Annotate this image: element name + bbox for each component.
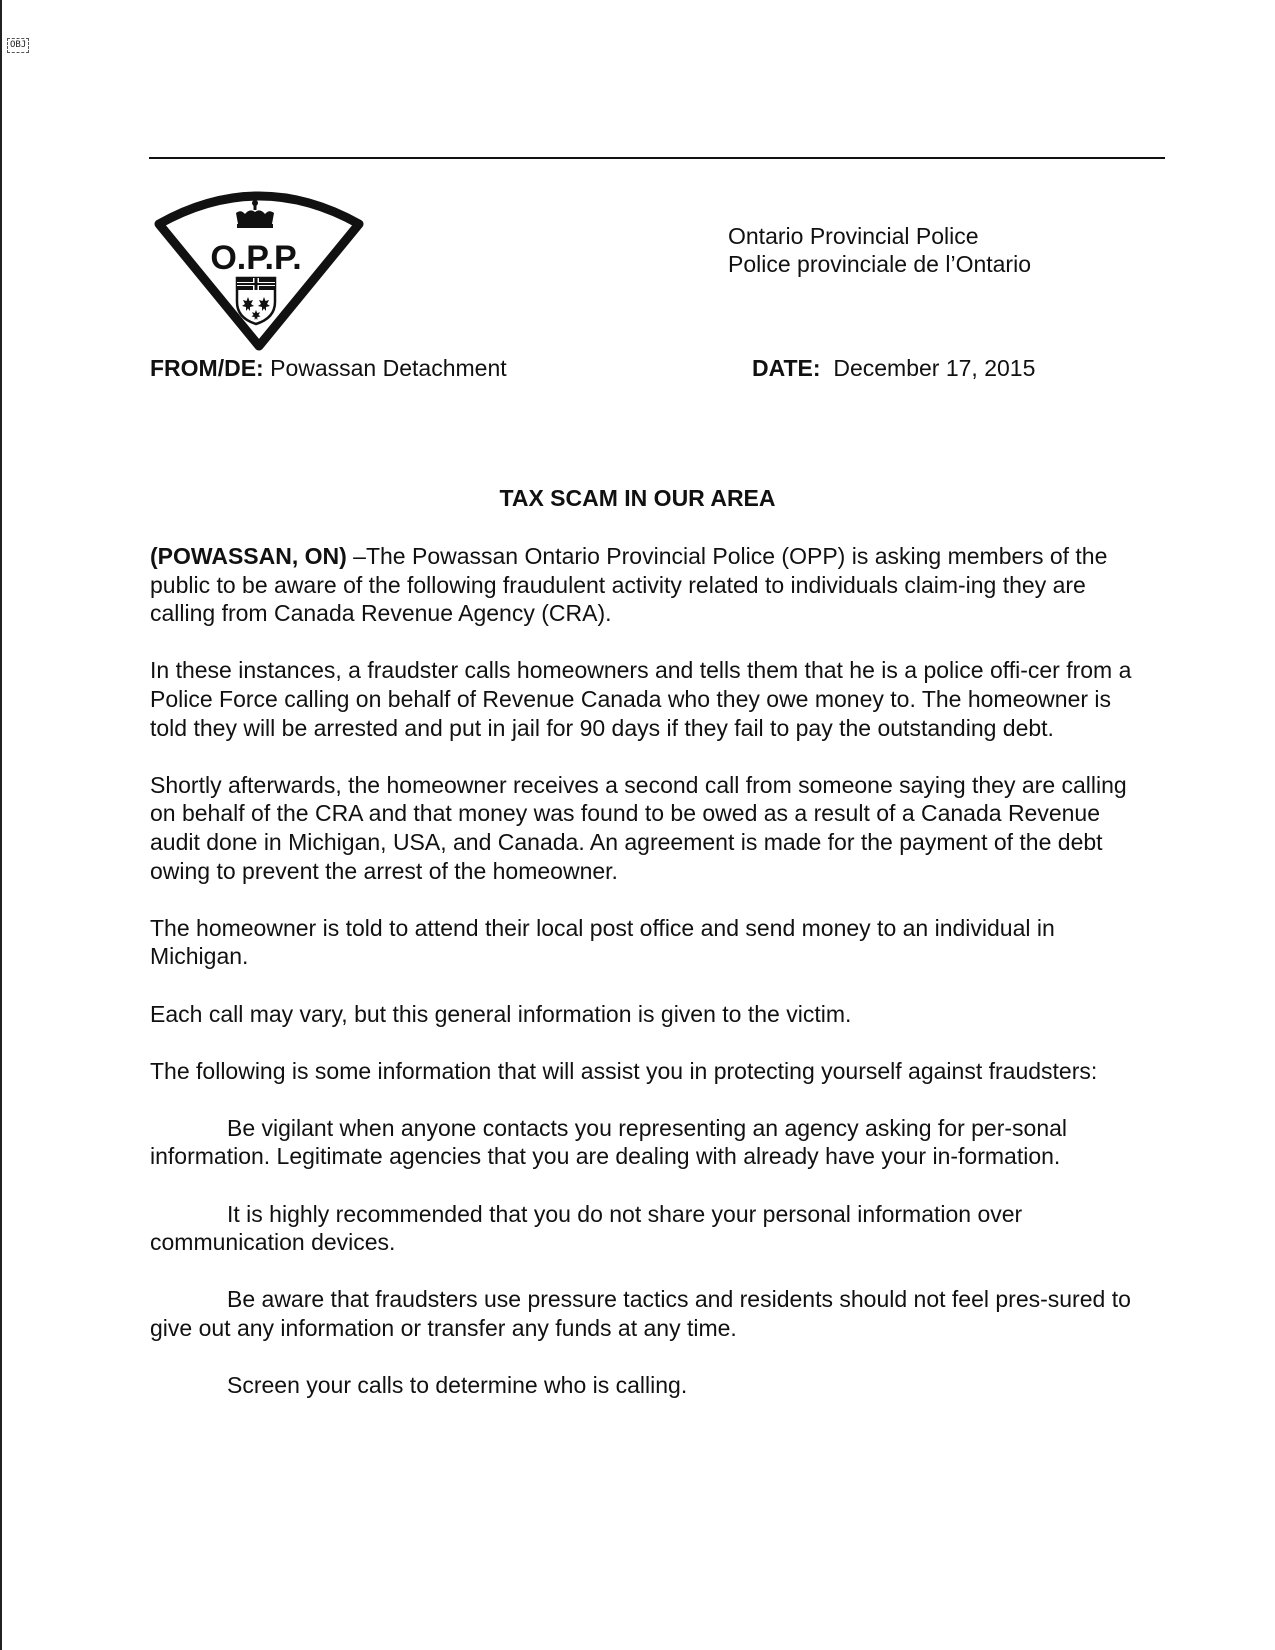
document-title: TAX SCAM IN OUR AREA (499, 485, 776, 511)
press-release-body (150, 542, 1150, 1428)
from-label: FROM/DE: (150, 355, 264, 381)
from-line (150, 354, 507, 382)
page-left-edge (0, 0, 2, 1650)
safety-tip: Be aware that fraudsters use pressure tactics and residents should not feel pres-sured to give out any information or transfer any funds at any time. (150, 1286, 1131, 1342)
dateline: (POWASSAN, ON) (150, 543, 347, 569)
paragraph: The homeowner is told to attend their local post office and send money to an individual in Michigan. (150, 914, 1055, 970)
paragraph-text: –The Powassan Ontario Provincial Police (OPP) is asking members of the public to be aware of the following fraudulent activity related to individuals claim-ing they are calling from Canada Revenue Agency (CRA). (150, 543, 1108, 627)
paragraph: In these instances, a fraudster calls homeowners and tells them that he is a police offi-cer from a Police Force calling on behalf of Revenue Canada who they owe money to. The homeowner is told they will be arrested and put in jail for 90 days if they fail to pay the outstanding debt. (150, 657, 1132, 741)
date-value: December 17, 2015 (833, 355, 1036, 381)
date-label: DATE: (752, 355, 821, 381)
opp-badge-logo (153, 182, 365, 352)
paragraph: Each call may vary, but this general information is given to the victim. (150, 1000, 852, 1027)
paragraph: The following is some information that will assist you in protecting yourself against fraudsters: (150, 1057, 1098, 1084)
date-line (752, 354, 1035, 382)
agency-name-french: Police provinciale de l’Ontario (728, 251, 1031, 277)
paragraph: Shortly afterwards, the homeowner receives a second call from someone saying they are calling on behalf of the CRA and that money was found to be owed as a result of a Canada Revenue audit done in Michigan, USA, and Canada. An agreement is made for the payment of the debt owing to prevent the arrest of the homeowner. (150, 771, 1127, 884)
safety-tip: Be vigilant when anyone contacts you representing an agency asking for per-sonal information. Legitimate agencies that you are dealing with already have your in-formation. (150, 1114, 1068, 1170)
agency-name-english: Ontario Provincial Police (728, 223, 979, 249)
agency-name (728, 222, 1031, 278)
logo-text: O.P.P. (210, 239, 302, 277)
header-rule (149, 157, 1165, 159)
paragraph (150, 542, 1150, 628)
object-placeholder-marker: OBJ (7, 38, 29, 53)
safety-tip: Screen your calls to determine who is calling. (227, 1372, 688, 1399)
ontario-shield-icon (237, 278, 275, 324)
from-value: Powassan Detachment (270, 355, 507, 381)
safety-tip: It is highly recommended that you do not share your personal information over communication devices. (150, 1200, 1023, 1256)
